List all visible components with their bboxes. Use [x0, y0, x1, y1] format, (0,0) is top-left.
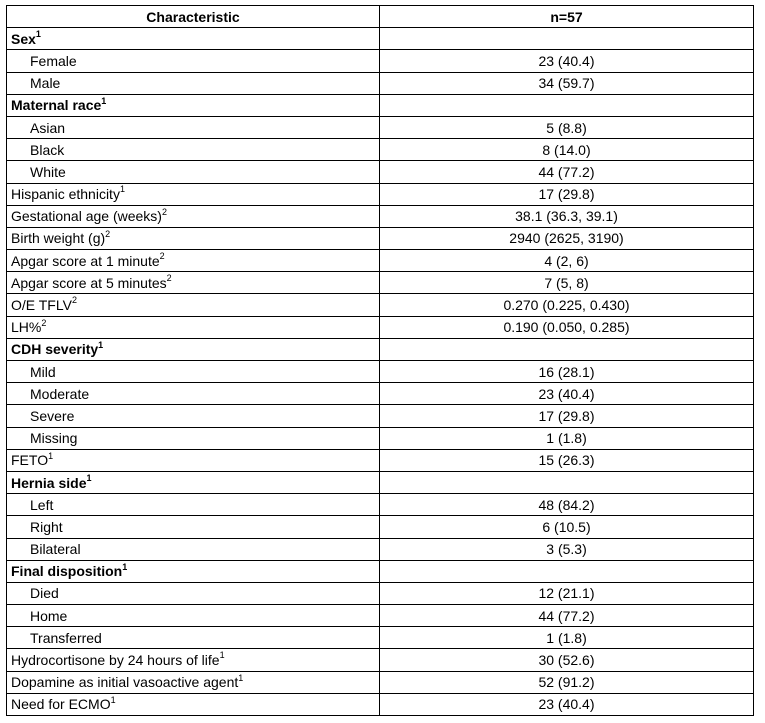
- row-label-cell: [7, 50, 380, 72]
- row-label-cell: [7, 627, 380, 649]
- table-row: [7, 693, 754, 715]
- table-row: [7, 28, 754, 50]
- row-value: 23 (40.4): [380, 383, 754, 405]
- footnote-marker: 2: [166, 273, 172, 284]
- row-label: Final disposition: [11, 563, 123, 580]
- row-value: 44 (77.2): [380, 605, 754, 627]
- table-row: [7, 272, 754, 294]
- footnote-marker: 2: [41, 317, 47, 328]
- row-label-cell: [7, 183, 380, 205]
- row-label: White: [30, 163, 66, 180]
- table-row: [7, 405, 754, 427]
- table-row: [7, 605, 754, 627]
- row-label: Black: [30, 141, 65, 158]
- row-label-cell: [7, 28, 380, 50]
- table-body: [7, 28, 754, 716]
- footnote-marker: 1: [86, 472, 92, 483]
- table-row: [7, 205, 754, 227]
- row-label-cell: [7, 693, 380, 715]
- row-value: 2940 (2625, 3190): [380, 227, 754, 249]
- table-row: [7, 250, 754, 272]
- row-value: 5 (8.8): [380, 116, 754, 138]
- footnote-marker: 2: [161, 206, 167, 217]
- table-row: [7, 294, 754, 316]
- table-row: [7, 361, 754, 383]
- row-value: 16 (28.1): [380, 361, 754, 383]
- row-label: Sex: [11, 30, 36, 47]
- table-row: [7, 649, 754, 671]
- row-label: Dopamine as initial vasoactive agent: [11, 674, 239, 691]
- table-row: [7, 139, 754, 161]
- row-value: [380, 560, 754, 582]
- footnote-marker: 2: [105, 228, 111, 239]
- row-value: 23 (40.4): [380, 693, 754, 715]
- row-value: [380, 338, 754, 360]
- row-value: [380, 94, 754, 116]
- table-row: [7, 72, 754, 94]
- row-label: Asian: [30, 119, 66, 136]
- row-label-cell: [7, 649, 380, 671]
- row-label: Left: [30, 496, 54, 513]
- row-label-cell: [7, 250, 380, 272]
- row-value: 34 (59.7): [380, 72, 754, 94]
- footnote-marker: 1: [48, 450, 54, 461]
- row-label-cell: [7, 94, 380, 116]
- footnote-marker: 1: [238, 672, 244, 683]
- row-label-cell: [7, 316, 380, 338]
- row-label: Male: [30, 75, 61, 92]
- row-value: [380, 471, 754, 493]
- table-row: [7, 627, 754, 649]
- table-row: [7, 449, 754, 471]
- header-n: n=57: [380, 6, 754, 28]
- table-row: [7, 671, 754, 693]
- row-value: [380, 28, 754, 50]
- row-value: 1 (1.8): [380, 427, 754, 449]
- row-label-cell: [7, 383, 380, 405]
- footnote-marker: 2: [71, 295, 77, 306]
- table-row: [7, 50, 754, 72]
- row-value: 1 (1.8): [380, 627, 754, 649]
- row-label: LH%: [11, 319, 42, 336]
- row-label: Mild: [30, 363, 56, 380]
- table-row: [7, 582, 754, 604]
- row-value: 48 (84.2): [380, 494, 754, 516]
- row-value: 30 (52.6): [380, 649, 754, 671]
- table-header-row: [7, 6, 754, 28]
- row-label-cell: [7, 116, 380, 138]
- row-label: Died: [30, 585, 59, 602]
- table-row: [7, 116, 754, 138]
- row-label: Transferred: [30, 629, 102, 646]
- row-label: Right: [30, 518, 63, 535]
- row-label: Home: [30, 607, 68, 624]
- table-row: [7, 560, 754, 582]
- row-value: 8 (14.0): [380, 139, 754, 161]
- row-label-cell: [7, 560, 380, 582]
- row-label-cell: [7, 272, 380, 294]
- table-row: [7, 183, 754, 205]
- row-value: 7 (5, 8): [380, 272, 754, 294]
- row-value: 12 (21.1): [380, 582, 754, 604]
- row-value: 44 (77.2): [380, 161, 754, 183]
- row-label-cell: [7, 471, 380, 493]
- row-label: Female: [30, 52, 77, 69]
- row-value: 4 (2, 6): [380, 250, 754, 272]
- row-label: Hydrocortisone by 24 hours of life: [11, 652, 220, 669]
- row-label-cell: [7, 582, 380, 604]
- table-row: [7, 161, 754, 183]
- table-row: [7, 471, 754, 493]
- row-label-cell: [7, 294, 380, 316]
- table-row: [7, 316, 754, 338]
- row-label: Birth weight (g): [11, 230, 106, 247]
- header-characteristic: Characteristic: [7, 6, 380, 28]
- row-label-cell: [7, 538, 380, 560]
- row-value: 3 (5.3): [380, 538, 754, 560]
- row-label: Missing: [30, 430, 78, 447]
- row-label: Hispanic ethnicity: [11, 186, 120, 203]
- table-row: [7, 516, 754, 538]
- row-label-cell: [7, 205, 380, 227]
- row-label-cell: [7, 449, 380, 471]
- row-value: 17 (29.8): [380, 183, 754, 205]
- table-row: [7, 494, 754, 516]
- table-row: [7, 338, 754, 360]
- footnote-marker: 2: [159, 251, 165, 261]
- row-label-cell: [7, 338, 380, 360]
- footnote-marker: 1: [119, 184, 125, 195]
- footnote-marker: 1: [110, 694, 116, 705]
- row-label: Bilateral: [30, 541, 81, 558]
- footnote-marker: 1: [101, 95, 107, 106]
- table-row: [7, 383, 754, 405]
- row-value: 17 (29.8): [380, 405, 754, 427]
- row-label: Maternal race: [11, 97, 102, 114]
- row-value: 6 (10.5): [380, 516, 754, 538]
- row-label-cell: [7, 227, 380, 249]
- row-value: 0.270 (0.225, 0.430): [380, 294, 754, 316]
- row-label: CDH severity: [11, 341, 99, 358]
- row-label: Apgar score at 5 minutes: [11, 274, 167, 291]
- row-label: Severe: [30, 407, 75, 424]
- row-label: Moderate: [30, 385, 90, 402]
- row-label-cell: [7, 605, 380, 627]
- row-label-cell: [7, 72, 380, 94]
- row-label: Apgar score at 1 minute: [11, 252, 160, 269]
- row-label: Need for ECMO: [11, 696, 111, 713]
- row-label-cell: [7, 494, 380, 516]
- table-row: [7, 427, 754, 449]
- row-value: 38.1 (36.3, 39.1): [380, 205, 754, 227]
- row-label-cell: [7, 405, 380, 427]
- row-label-cell: [7, 671, 380, 693]
- characteristics-table: [6, 5, 754, 716]
- row-value: 0.190 (0.050, 0.285): [380, 316, 754, 338]
- row-label-cell: [7, 139, 380, 161]
- row-label: O/E TFLV: [11, 297, 72, 314]
- row-label-cell: [7, 516, 380, 538]
- table-row: [7, 94, 754, 116]
- row-label: Hernia side: [11, 474, 87, 491]
- footnote-marker: 1: [98, 339, 104, 350]
- row-value: 52 (91.2): [380, 671, 754, 693]
- row-value: 15 (26.3): [380, 449, 754, 471]
- row-value: 23 (40.4): [380, 50, 754, 72]
- row-label-cell: [7, 161, 380, 183]
- footnote-marker: 1: [219, 650, 225, 661]
- footnote-marker: 1: [122, 561, 128, 572]
- footnote-marker: 1: [35, 29, 41, 40]
- row-label-cell: [7, 427, 380, 449]
- row-label: FETO: [11, 452, 49, 469]
- table-row: [7, 538, 754, 560]
- table-row: [7, 227, 754, 249]
- row-label-cell: [7, 361, 380, 383]
- row-label: Gestational age (weeks): [11, 208, 162, 225]
